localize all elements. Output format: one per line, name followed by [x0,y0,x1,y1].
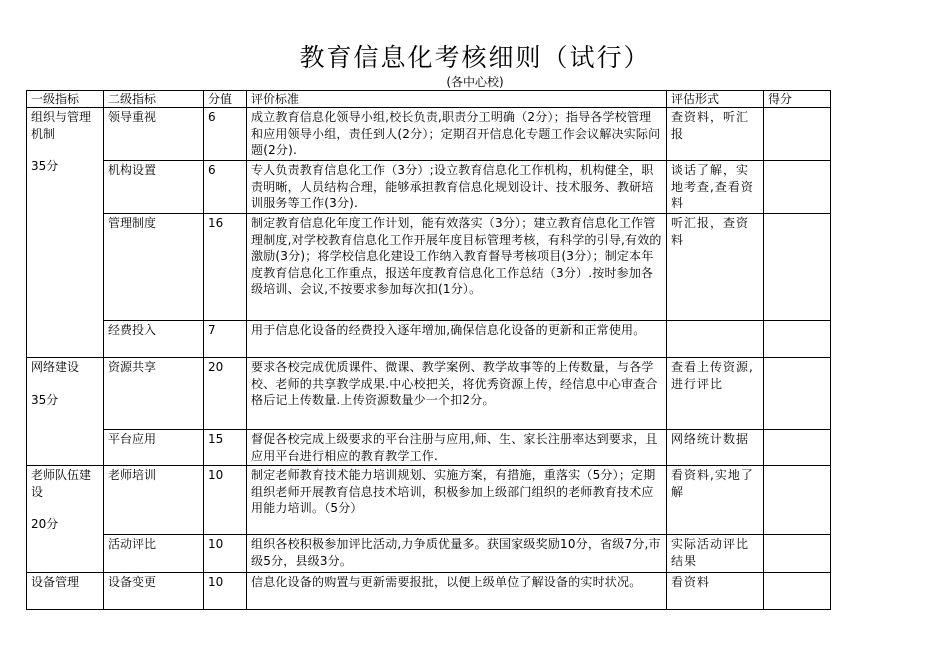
table-row [27,573,831,610]
table-row [27,161,831,214]
item-criteria: 制定教育信息化年度工作计划，能有效落实（3分）；建立教育信息化工作管理制度,对学校教育信息化工作开展年度目标管理考核，有科学的引导,有效的激励(3分)；将学校信息化建设工作纳入教育督导考核项目(3分）；制定本年度教育信息化工作重点，报送年度教育信息化工作总结（3分）.按时参加各级培训、会议,不按要求参加每次扣(1分）。 [247,214,667,321]
item-name: 管理制度 [104,214,204,321]
item-criteria: 制定老师教育技术能力培训规划、实施方案，有措施，重落实（5分）；定期组织老师开展教育信息技术培训，积极参加上级部门组织的老师教育技术应用能力培训。（5分） [247,466,667,535]
assessment-table [26,90,831,610]
item-criteria: 组织各校积极参加评比活动,力争质优量多。获国家级奖励10分，省级7分,市级5分，县级3分。 [247,535,667,573]
table-row [27,214,831,321]
item-points: 10 [204,466,247,535]
header-criteria: 评价标准 [247,91,667,108]
score-cell[interactable] [764,161,831,214]
page-subtitle: (各中心校) [446,75,504,89]
score-cell[interactable] [764,466,831,535]
group-score: 35分 [31,159,59,173]
item-criteria: 信息化设备的购置与更新需要报批，以便上级单位了解设备的实时状况。 [247,573,667,610]
item-criteria: 要求各校完成优质课件、微课、教学案例、教学故事等的上传数量，与各学校、老师的共享教学成果.中心校把关，将优秀资源上传，经信息中心审查合格后记上传数量.上传资源数量少一个扣2分。 [247,358,667,430]
score-cell[interactable] [764,108,831,161]
score-cell[interactable] [764,573,831,610]
header-score: 得分 [764,91,831,108]
table-row [27,466,831,535]
group-score: 35分 [31,392,59,407]
item-points: 16 [204,214,247,321]
item-points: 6 [204,108,247,161]
item-method: 听汇报，查资料 [667,214,764,321]
header-level2: 二级指标 [104,91,204,108]
item-method [667,321,764,358]
item-criteria: 用于信息化设备的经费投入逐年增加,确保信息化设备的更新和正常使用。 [247,321,667,358]
group-name: 设备管理 [31,575,80,589]
header-method: 评估形式 [667,91,764,108]
item-name: 机构设置 [104,161,204,214]
item-points: 6 [204,161,247,214]
table-row [27,321,831,358]
item-method: 看资料 [667,573,764,610]
group-name: 网络建设 [31,360,80,374]
header-level1: 一级指标 [27,91,104,108]
item-name: 资源共享 [104,358,204,430]
score-cell[interactable] [764,214,831,321]
item-name: 平台应用 [104,430,204,466]
item-name: 领导重视 [104,108,204,161]
item-points: 10 [204,535,247,573]
table-row [27,430,831,466]
item-criteria: 专人负责教育信息化工作（3分）;设立教育信息化工作机构，机构健全，职责明晰，人员结构合理，能够承担教育信息化规划设计、技术服务、教研培训服务等工作(3分). [247,161,667,214]
score-cell[interactable] [764,321,831,358]
item-criteria: 督促各校完成上级要求的平台注册与应用,师、生、家长注册率达到要求，且应用平台进行相应的教育教学工作. [247,430,667,466]
item-name: 活动评比 [104,535,204,573]
item-name: 老师培训 [104,466,204,535]
table-row [27,535,831,573]
group-score: 20分 [31,517,59,531]
item-points: 7 [204,321,247,358]
header-points: 分值 [204,91,247,108]
item-method: 查看上传资源,进行评比 [667,358,764,430]
item-points: 20 [204,358,247,430]
group-name: 组织与管理机制 [31,110,92,141]
item-method: 看资料,实地了解 [667,466,764,535]
table-row [27,358,831,430]
item-method: 实际活动评比结果 [667,535,764,573]
item-criteria: 成立教育信息化领导小组,校长负责,职责分工明确（2分）；指导各学校管理和应用领导小组，责任到人(2分）；定期召开信息化专题工作会议解决实际问题(2分). [247,108,667,161]
item-name: 经费投入 [104,321,204,358]
table-row [27,108,831,161]
group-cell [27,358,104,466]
item-points: 15 [204,430,247,466]
item-points: 10 [204,573,247,610]
item-method: 查资料，听汇报 [667,108,764,161]
header-row [27,91,831,108]
score-cell[interactable] [764,535,831,573]
item-method: 网络统计数据 [667,430,764,466]
group-cell [27,108,104,358]
page-title: 教育信息化考核细则（试行） [299,43,651,72]
group-name: 老师队伍建设 [31,468,92,499]
item-name: 设备变更 [104,573,204,610]
group-cell [27,573,104,610]
group-cell [27,466,104,573]
score-cell[interactable] [764,430,831,466]
score-cell[interactable] [764,358,831,430]
item-method: 谈话了解，实地考查,查看资料 [667,161,764,214]
